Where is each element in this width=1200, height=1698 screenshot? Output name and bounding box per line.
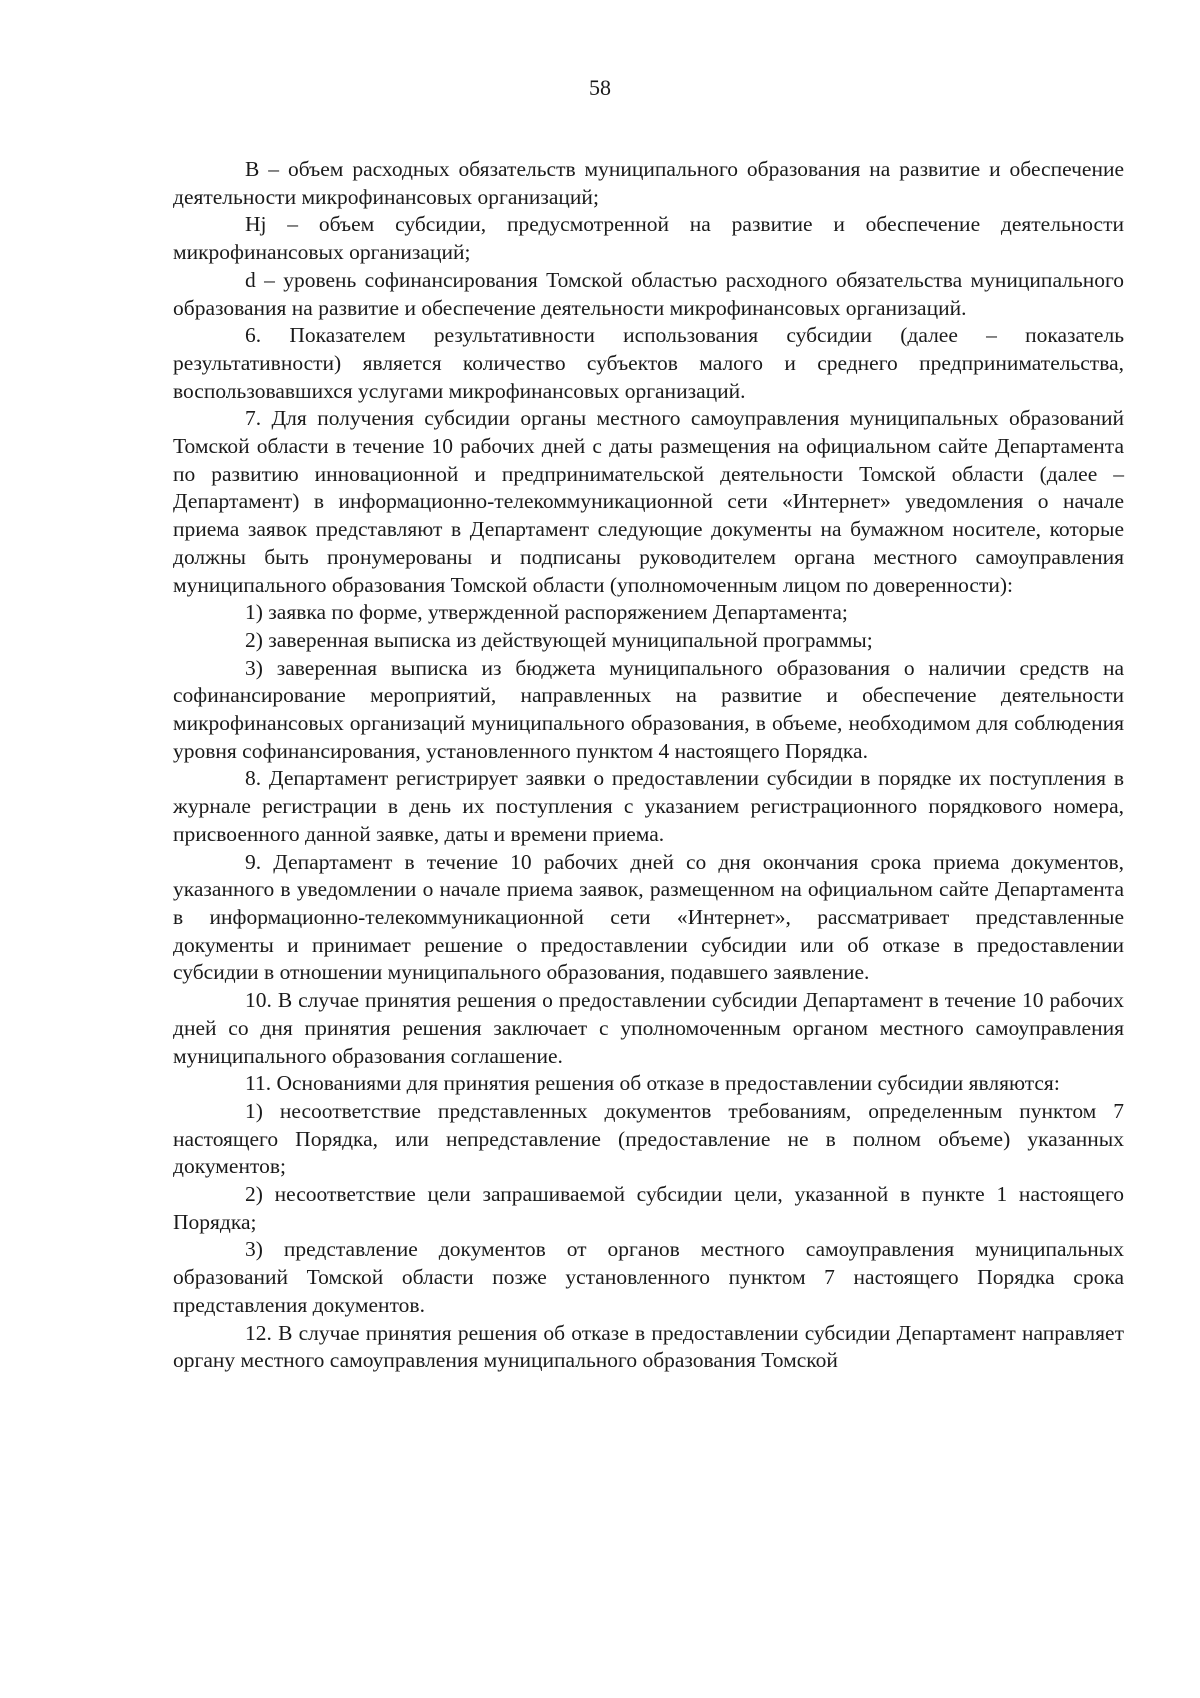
paragraph-item-10: 10. В случае принятия решения о предоставлении субсидии Департамент в течение 10 рабочих дней со дня принятия решения заключает с уполномоченным органом местного самоуправления муниципального образования соглашение.	[173, 988, 1124, 1068]
paragraph-item-11: 11. Основаниями для принятия решения об отказе в предоставлении субсидии являются:	[245, 1071, 1060, 1096]
paragraph-item-6: 6. Показателем результативности использования субсидии (далее – показатель результативности) является количество субъектов малого и среднего предпринимательства, воспользовавшихся услугами микрофинансовых организаций.	[173, 323, 1124, 403]
paragraph-def-hj: Hj – объем субсидии, предусмотренной на развитие и обеспечение деятельности микрофинансовых организаций;	[173, 212, 1124, 265]
paragraph-item-11-1: 1) несоответствие представленных документов требованиям, определенным пунктом 7 настоящего Порядка, или непредставление (предоставление не в полном объеме) указанных документов;	[173, 1098, 1124, 1179]
paragraph-item-9: 9. Департамент в течение 10 рабочих дней со дня окончания срока приема документов, указанного в уведомлении о начале приема заявок, размещенном на официальном сайте Департамента в информационно-телекоммуникационной сети «Интернет», рассматривает представленные документы и принимает решение о предоставлении субсидии или об отказе в предоставлении субсидии в отношении муниципального образования, подавшего заявление.	[173, 849, 1124, 985]
paragraph-item-8: 8. Департамент регистрирует заявки о предоставлении субсидии в порядке их поступления в журнале регистрации в день их поступления с указанием регистрационного порядкового номера, присвоенного данной заявке, даты и времени приема.	[173, 766, 1124, 846]
document-body	[173, 156, 1124, 1375]
paragraph-item-12: 12. В случае принятия решения об отказе в предоставлении субсидии Департамент направляет органу местного самоуправления муниципального образования Томской	[173, 1320, 1124, 1373]
paragraph-item-11-3: 3) представление документов от органов местного самоуправления муниципальных образований Томской области позже установленного пунктом 7 настоящего Порядка срока представления документов.	[173, 1237, 1124, 1317]
paragraph-item-7-3: 3) заверенная выписка из бюджета муниципального образования о наличии средств на софинансирование мероприятий, направленных на развитие и обеспечение деятельности микрофинансовых организаций муниципального образования, в объеме, необходимом для соблюдения уровня софинансирования, установленного пунктом 4 настоящего Порядка.	[173, 655, 1124, 763]
paragraph-item-7-2: 2) заверенная выписка из действующей муниципальной программы;	[245, 627, 873, 652]
paragraph-def-b: B – объем расходных обязательств муниципального образования на развитие и обеспечение деятельности микрофинансовых организаций;	[173, 157, 1124, 209]
paragraph-item-7-1: 1) заявка по форме, утвержденной распоряжением Департамента;	[245, 600, 848, 625]
page-number: 58	[589, 75, 611, 100]
paragraph-item-11-2: 2) несоответствие цели запрашиваемой субсидии цели, указанной в пункте 1 настоящего Порядка;	[173, 1182, 1124, 1234]
paragraph-def-d: d – уровень софинансирования Томской областью расходного обязательства муниципального образования на развитие и обеспечение деятельности микрофинансовых организаций.	[173, 267, 1124, 320]
paragraph-item-7: 7. Для получения субсидии органы местного самоуправления муниципальных образований Томской области в течение 10 рабочих дней с даты размещения на официальном сайте Департамента по развитию инновационной и предпринимательской деятельности Томской области (далее – Департамент) в информационно-телекоммуникационной сети «Интернет» уведомления о начале приема заявок представляют в Департамент следующие документы на бумажном носителе, которые должны быть пронумерованы и подписаны руководителем органа местного самоуправления муниципального образования Томской области (уполномоченным лицом по доверенности):	[173, 406, 1124, 597]
